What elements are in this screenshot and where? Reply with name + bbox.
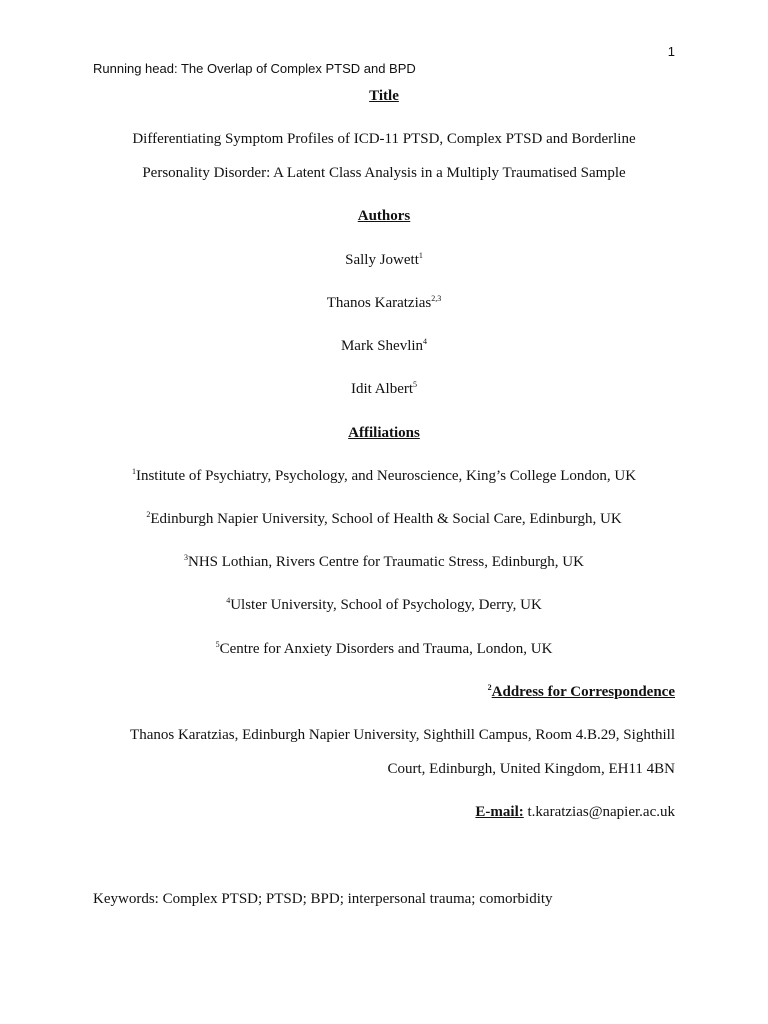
affiliation-marker: 1 [131, 467, 136, 476]
affiliation-2 [0, 511, 768, 528]
author-3 [0, 338, 768, 355]
author-affiliation-marker: 2,3 [431, 294, 442, 303]
author-affiliation-marker: 5 [413, 380, 418, 389]
author-2 [0, 295, 768, 312]
affiliation-marker: 4 [226, 596, 231, 605]
affiliation-1 [0, 468, 768, 485]
correspondence-marker: 2 [487, 683, 492, 692]
running-head: Running head: The Overlap of Complex PTSD and BPD [93, 61, 416, 76]
email-address: t.karatzias@napier.ac.uk [523, 804, 675, 820]
affiliation-marker: 2 [146, 510, 151, 519]
authors-heading: Authors [357, 208, 411, 224]
title-line-2: Personality Disorder: A Latent Class Analysis in a Multiply Traumatised Sample [142, 165, 626, 181]
affiliation-4 [0, 597, 768, 614]
author-4 [0, 381, 768, 398]
affiliation-3 [0, 554, 768, 571]
author-name: Mark Shevlin [340, 338, 424, 354]
affiliations-heading: Affiliations [348, 425, 420, 441]
affiliation-marker: 5 [215, 640, 220, 649]
author-affiliation-marker: 1 [418, 251, 423, 260]
affiliation-text: Centre for Anxiety Disorders and Trauma, London, UK [219, 641, 553, 657]
affiliation-text: Edinburgh Napier University, School of Health & Social Care, Edinburgh, UK [150, 511, 622, 527]
correspondence-heading [488, 684, 675, 701]
affiliation-text: NHS Lothian, Rivers Centre for Traumatic Stress, Edinburgh, UK [188, 554, 584, 570]
affiliation-5 [0, 641, 768, 658]
keywords: Keywords: Complex PTSD; PTSD; BPD; interpersonal trauma; comorbidity [93, 891, 553, 907]
email-label: E-mail: [475, 804, 524, 820]
correspondence-heading-text: Address for Correspondence [491, 684, 675, 700]
author-name: Idit Albert [350, 381, 414, 397]
page-number: 1 [667, 44, 675, 59]
title-heading: Title [369, 88, 399, 104]
affiliation-marker: 3 [184, 553, 189, 562]
email-line [475, 804, 675, 821]
affiliation-text: Ulster University, School of Psychology, Derry, UK [230, 597, 542, 613]
affiliation-text: Institute of Psychiatry, Psychology, and Neuroscience, King’s College London, UK [135, 468, 637, 484]
address-line-1: Thanos Karatzias, Edinburgh Napier University, Sighthill Campus, Room 4.B.29, Sighthill [130, 727, 675, 743]
author-1 [0, 252, 768, 269]
title-line-1: Differentiating Symptom Profiles of ICD-11 PTSD, Complex PTSD and Borderline [132, 131, 636, 147]
author-affiliation-marker: 4 [423, 337, 428, 346]
address-line-2: Court, Edinburgh, United Kingdom, EH11 4BN [387, 761, 675, 777]
author-name: Sally Jowett [345, 252, 419, 268]
author-name: Thanos Karatzias [326, 295, 432, 311]
